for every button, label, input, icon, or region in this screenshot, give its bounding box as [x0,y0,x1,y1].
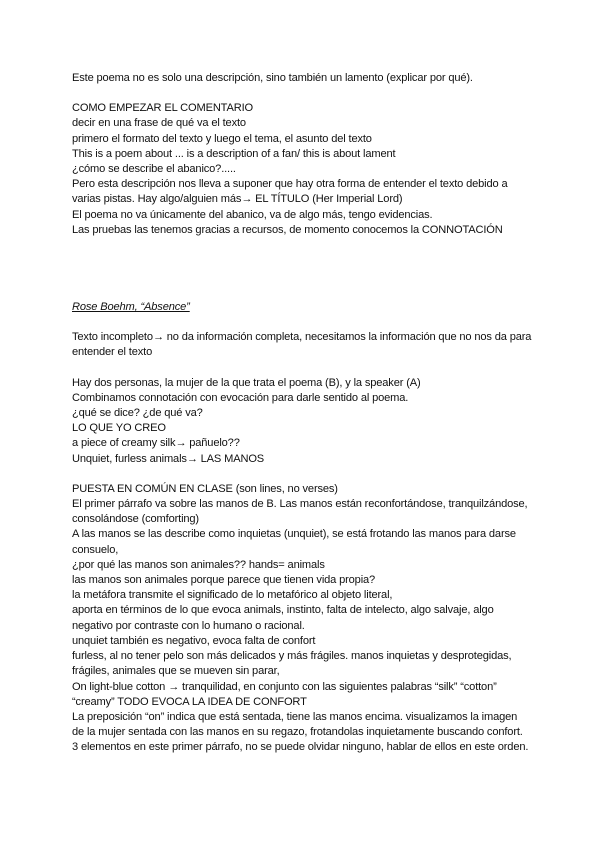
section3-line: ¿por qué las manos son animales?? hands= animals [72,558,325,571]
section3-line: El primer párrafo va sobre las manos de B. Las manos están reconfortándose, tranquilzándose, consolándose (comforting) [72,498,528,526]
section1-line: This is a poem about ... is a description of a fan/ this is about lament [72,147,396,160]
poem-title: Rose Boehm, “Absence” [72,301,190,314]
section1-heading: COMO EMPEZAR EL COMENTARIO [72,102,254,115]
section2-line: ¿qué se dice? ¿de qué va? [72,407,203,420]
section1-line: El poema no va únicamente del abanico, va de algo más, tengo evidencias. [72,208,433,221]
section2-line: Combinamos connotación con evocación para darle sentido al poema. [72,391,409,404]
document-page [72,71,532,756]
section3-line: la metáfora transmite el significado de lo metafórico al objeto literal, [72,589,393,602]
section3-line: On light-blue cotton → tranquilidad, en conjunto con las siguientes palabras “silk” “cotton” “creamy” TODO EVOCA LA IDEA DE CONFORT [72,680,497,708]
section3-line: furless, al no tener pelo son más delicados y más frágiles. manos inquietas y desprotegidas, frágiles, animales que se mueven sin parar, [72,650,512,678]
section1-line: decir en una frase de qué va el texto [72,117,246,130]
section2-paragraph: Texto incompleto→ no da información completa, necesitamos la información que no nos da para entender el texto [72,331,532,359]
section1-line: Las pruebas las tenemos gracias a recursos, de momento conocemos la CONNOTACIÓN [72,223,503,236]
section3-line: 3 elementos en este primer párrafo, no se puede olvidar ninguno, hablar de ellos en este orden. [72,741,529,754]
intro-line: Este poema no es solo una descripción, sino también un lamento (explicar por qué). [72,72,473,84]
section1-line: primero el formato del texto y luego el tema, el asunto del texto [72,132,372,145]
section1-line: Pero esta descripción nos lleva a suponer que hay otra forma de entender el texto debido a varias pistas. Hay algo/alguien más→ EL TÍTULO (Her Imperial Lord) [72,178,508,206]
section2-line: Unquiet, furless animals→ LAS MANOS [72,452,265,465]
section2-line: LO QUE YO CREO [72,422,166,435]
section3-line: unquiet también es negativo, evoca falta de confort [72,634,316,647]
section2-line: Hay dos personas, la mujer de la que trata el poema (B), y la speaker (A) [72,376,421,389]
section3-line: las manos son animales porque parece que tienen vida propia? [72,574,376,587]
section3-line: La preposición “on” indica que está sentada, tiene las manos encima. visualizamos la imagen de la mujer sentada con las manos en su regazo, frotandolas inquietamente buscando confort. [72,710,523,739]
section2-line: a piece of creamy silk→ pañuelo?? [72,437,240,450]
section1-line: ¿cómo se describe el abanico?..... [72,163,236,176]
section3-line: aporta en términos de lo que evoca animals, instinto, falta de intelecto, algo salvaje, algo negativo por contraste con lo humano o racional. [72,604,494,632]
section3-heading: PUESTA EN COMÚN EN CLASE (son lines, no verses) [72,482,338,495]
section3-line: A las manos se las describe como inquietas (unquiet), se está frotando las manos para darse consuelo, [72,528,516,556]
